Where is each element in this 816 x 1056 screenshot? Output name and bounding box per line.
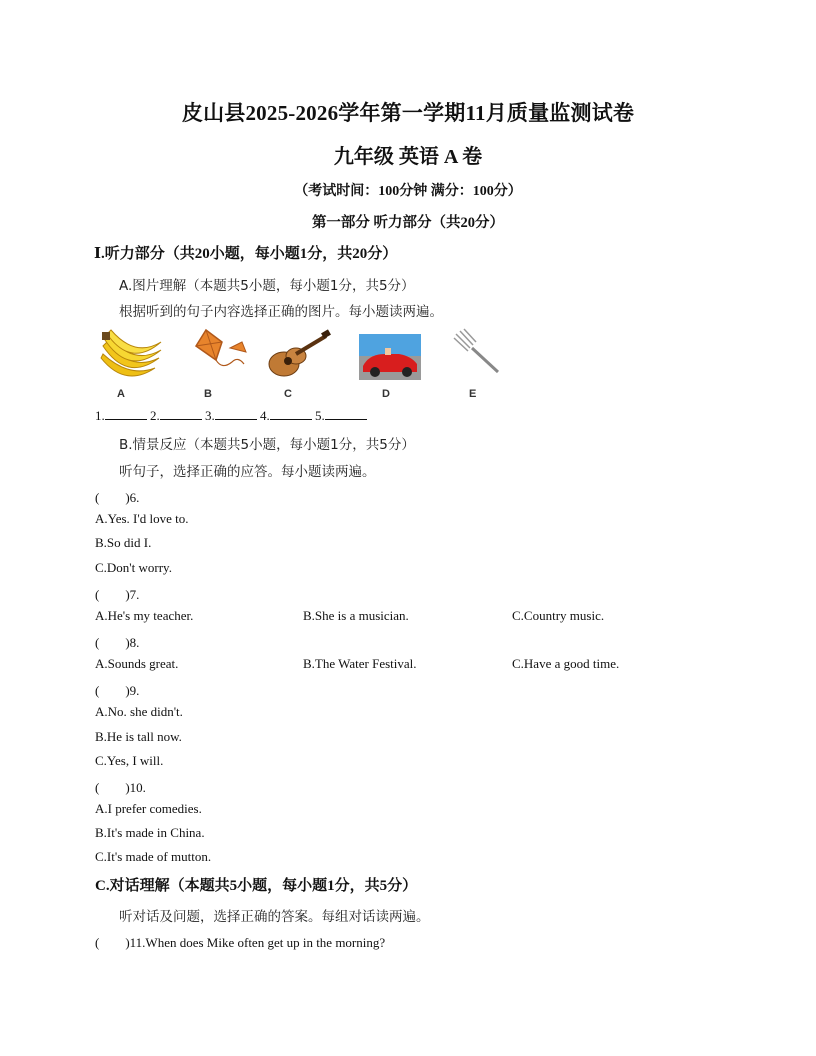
car-icon — [359, 334, 421, 385]
option-b: B.So did I. — [95, 535, 152, 550]
answer-blank-4[interactable] — [270, 408, 312, 420]
option-a: A.He's my teacher. — [95, 608, 194, 623]
answer-blank-5[interactable] — [325, 408, 367, 420]
kite-icon — [192, 328, 250, 385]
question-stem: ( )8. — [95, 635, 140, 650]
answer-blank-3[interactable] — [215, 408, 257, 420]
question-stem: ( )6. — [95, 490, 140, 505]
option-c: C.Have a good time. — [512, 656, 620, 671]
option-a: A.I prefer comedies. — [95, 801, 202, 816]
sub-c-instruction: 听对话及问题，选择正确的答案。每组对话读两遍。 — [119, 909, 430, 925]
option-a: A.No. she didn't. — [95, 704, 183, 719]
option-a: A.Yes. I'd love to. — [95, 511, 189, 526]
exam-subtitle: 九年级 英语 A 卷 — [333, 146, 483, 168]
answer-number: 5. — [315, 408, 325, 423]
part-title: 第一部分 听力部分（共20分） — [311, 215, 505, 231]
picture-label: B — [204, 388, 212, 400]
sub-a-instruction: 根据听到的句子内容选择正确的图片。每小题读两遍。 — [119, 304, 443, 320]
banana-icon — [97, 328, 165, 385]
sub-b-title: B.情景反应（本题共5小题，每小题1分，共5分） — [119, 437, 415, 453]
option-b: B.It's made in China. — [95, 825, 205, 840]
option-a: A.Sounds great. — [95, 656, 179, 671]
picture-label: C — [284, 388, 292, 400]
guitar-icon — [266, 328, 332, 385]
option-b: B.She is a musician. — [303, 608, 409, 623]
sub-a-title: A.图片理解（本题共5小题，每小题1分，共5分） — [119, 278, 415, 294]
answer-blank-2[interactable] — [160, 408, 202, 420]
option-c: C.Yes, I will. — [95, 753, 164, 768]
question-stem: ( )11.When does Mike often get up in the morning? — [95, 935, 386, 950]
sub-c-heading: C.对话理解（本题共5小题，每小题1分，共5分） — [95, 878, 418, 894]
picture-label: D — [382, 388, 390, 400]
option-c: C.It's made of mutton. — [95, 849, 212, 864]
answer-blank-1[interactable] — [105, 408, 147, 420]
answer-number: 2. — [150, 408, 160, 423]
answer-number: 4. — [260, 408, 270, 423]
fork-icon — [452, 328, 502, 381]
answer-number: 1. — [95, 408, 105, 423]
question-stem: ( )10. — [95, 780, 146, 795]
exam-info: （考试时间：100分钟 满分：100分） — [294, 184, 522, 199]
picture-label: A — [117, 388, 125, 400]
question-stem: ( )7. — [95, 587, 140, 602]
answer-blanks-row — [95, 408, 367, 424]
option-b: B.He is tall now. — [95, 729, 182, 744]
exam-title: 皮山县2025-2026学年第一学期11月质量监测试卷 — [181, 101, 635, 125]
answer-number: 3. — [205, 408, 215, 423]
option-c: C.Don't worry. — [95, 560, 172, 575]
section-heading: Ⅰ.听力部分（共20小题，每小题1分，共20分） — [94, 246, 398, 262]
question-stem: ( )9. — [95, 683, 140, 698]
picture-label: E — [469, 388, 477, 400]
sub-b-instruction: 听句子，选择正确的应答。每小题读两遍。 — [119, 464, 376, 480]
option-c: C.Country music. — [512, 608, 605, 623]
option-b: B.The Water Festival. — [303, 656, 417, 671]
